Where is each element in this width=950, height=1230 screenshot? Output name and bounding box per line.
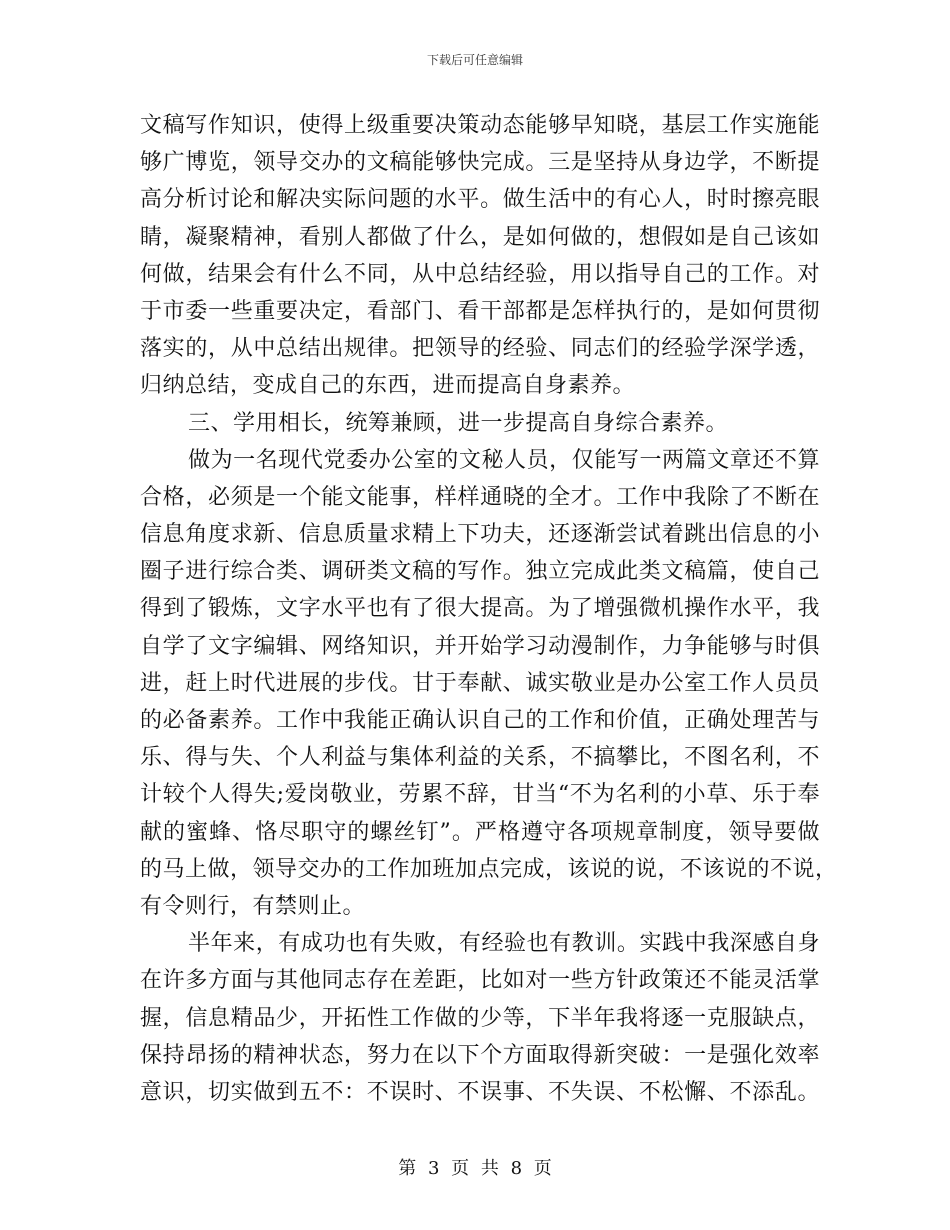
text-line: 信息角度求新、信息质量求精上下功夫，还逐渐尝试着跳出信息的小 [140, 522, 820, 548]
text-line: 在许多方面与其他同志存在差距，比如对一些方针政策还不能灵活掌 [140, 968, 820, 994]
text-line: 睛，凝聚精神，看别人都做了什么，是如何做的，想假如是自己该如 [140, 224, 820, 250]
text-line: 计较个人得失;爱岗敬业，劳累不辞，甘当“不为名利的小草、乐于奉 [140, 782, 820, 808]
text-line: 何做，结果会有什么不同，从中总结经验，用以指导自己的工作。对 [140, 261, 820, 287]
text-line: 握，信息精品少，开拓性工作做的少等，下半年我将逐一克服缺点， [140, 1005, 820, 1031]
text-line: 三、学用相长，统筹兼顾，进一步提高自身综合素养。 [188, 410, 729, 436]
text-line: 落实的，从中总结出规律。把领导的经验、同志们的经验学深学透， [140, 336, 820, 362]
text-line: 意识，切实做到五不：不误时、不误事、不失误、不松懈、不添乱。 [140, 1079, 820, 1105]
page-footer: 第 3 页 共 8 页 [398, 1158, 552, 1179]
text-line: 献的蜜蜂、恪尽职守的螺丝钉”。严格遵守各项规章制度，领导要做 [140, 819, 820, 845]
text-line: 有令则行，有禁则止。 [140, 893, 366, 919]
text-line: 的马上做，领导交办的工作加班加点完成，该说的说，不该说的不说， [140, 856, 838, 882]
text-line: 够广博览，领导交办的文稿能够快完成。三是坚持从身边学，不断提 [140, 150, 820, 176]
document-body [140, 107, 838, 1111]
text-line: 于市委一些重要决定，看部门、看干部都是怎样执行的，是如何贯彻 [140, 298, 820, 324]
text-line: 归纳总结，变成自己的东西，进而提高自身素养。 [140, 373, 636, 399]
page-header: 下载后可任意编辑 [426, 53, 523, 67]
text-line: 圈子进行综合类、调研类文稿的写作。独立完成此类文稿篇，使自己 [140, 559, 820, 585]
text-line: 高分析讨论和解决实际问题的水平。做生活中的有心人，时时擦亮眼 [140, 187, 820, 213]
text-line: 半年来，有成功也有失败，有经验也有教训。实践中我深感自身 [188, 931, 820, 957]
text-line: 保持昂扬的精神状态，努力在以下个方面取得新突破：一是强化效率 [140, 1042, 820, 1068]
text-line: 做为一名现代党委办公室的文秘人员，仅能写一两篇文章还不算 [188, 447, 820, 473]
text-line: 乐、得与失、个人利益与集体利益的关系，不搞攀比，不图名利，不 [140, 745, 820, 771]
text-line: 文稿写作知识，使得上级重要决策动态能够早知晓，基层工作实施能 [140, 113, 820, 138]
text-line: 自学了文字编辑、网络知识，并开始学习动漫制作，力争能够与时俱 [140, 633, 820, 659]
text-line: 得到了锻炼，文字水平也有了很大提高。为了增强微机操作水平，我 [140, 596, 820, 622]
text-line: 的必备素养。工作中我能正确认识自己的工作和价值，正确处理苦与 [140, 708, 820, 733]
text-line: 进，赶上时代进展的步伐。甘于奉献、诚实敬业是办公室工作人员员 [140, 670, 820, 696]
text-line: 合格，必须是一个能文能事，样样通晓的全才。工作中我除了不断在 [140, 484, 820, 510]
